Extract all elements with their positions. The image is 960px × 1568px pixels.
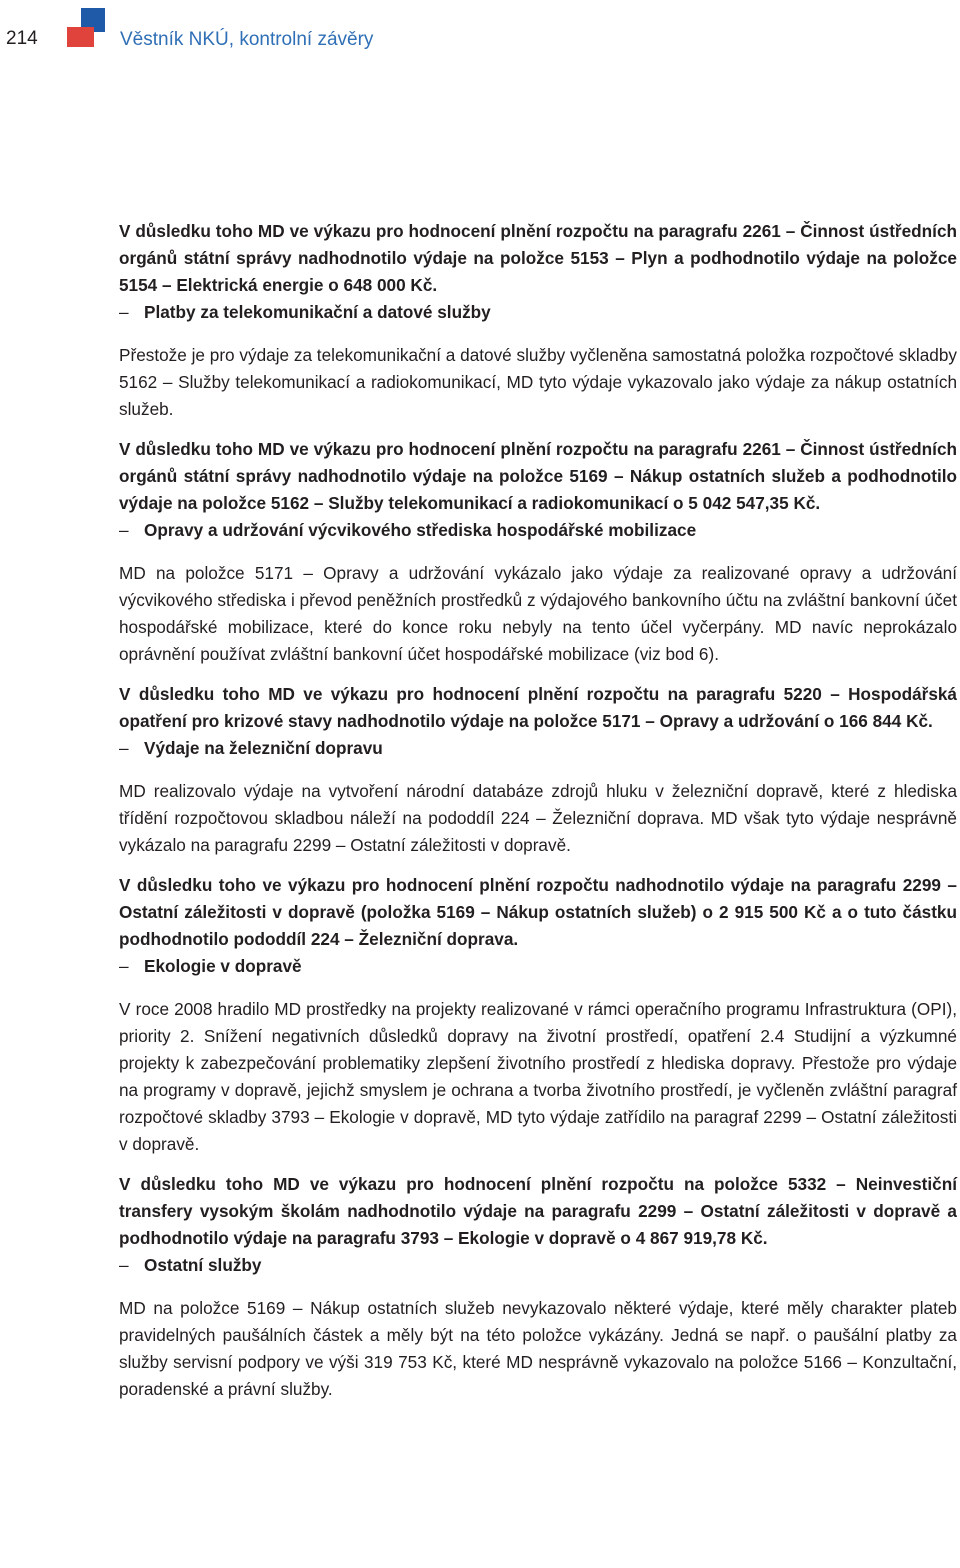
conclusion-paragraph: V důsledku toho MD ve výkazu pro hodnocení plnění rozpočtu na paragrafu 5220 – Hospodářská opatření pro krizové stavy nadhodnotilo výdaje na položce 5171 – Opravy a udržování o 166 844 Kč. [119,684,957,731]
section-heading-label: Výdaje na železniční dopravu [144,738,383,758]
list-dash: – [119,956,129,976]
section-heading [119,953,957,980]
section-heading [119,299,957,326]
journal-logo [67,8,107,46]
section-heading [119,1252,957,1279]
body-paragraph: V roce 2008 hradilo MD prostředky na projekty realizované v rámci operačního programu Infrastruktura (OPI), priority 2. Snížení negativních důsledků dopravy na životní prostředí, opatření 2.4 Studijní a výzkumné projekty k zabezpečování problematiky zlepšení životního prostředí z hlediska dopravy. Přestože pro výdaje na programy v dopravě, jejichž smyslem je ochrana a tvorba životního prostředí, je vyčleněn zvláštní paragraf rozpočtové skladby 3793 – Ekologie v dopravě, MD tyto výdaje zatřídilo na paragraf 2299 – Ostatní záležitosti v dopravě. [119,999,957,1154]
list-dash: – [119,1255,129,1275]
body-paragraph: MD na položce 5171 – Opravy a udržování vykázalo jako výdaje za realizované opravy a udržování výcvikového střediska i převod peněžních prostředků z výdajového bankovního účtu na zvláštní bankovní účet hospodářské mobilizace, které do konce roku nebyly na tento účel vyčerpány. MD navíc neprokázalo oprávnění používat zvláštní bankovní účet hospodářské mobilizace (viz bod 6). [119,563,957,664]
list-dash: – [119,520,129,540]
section-heading [119,517,957,544]
section-heading-label: Platby za telekomunikační a datové služby [144,302,491,322]
conclusion-paragraph: V důsledku toho MD ve výkazu pro hodnocení plnění rozpočtu na položce 5332 – Neinvestiční transfery vysokým školám nadhodnotilo výdaje na paragrafu 2299 – Ostatní záležitosti v dopravě a podhodnotilo výdaje na paragrafu 3793 – Ekologie v dopravě o 4 867 919,78 Kč. [119,1174,957,1248]
section-heading [119,735,957,762]
section-heading-label: Ostatní služby [144,1255,262,1275]
section-heading-label: Opravy a udržování výcvikového střediska hospodářské mobilizace [144,520,697,540]
body-paragraph: MD na položce 5169 – Nákup ostatních služeb nevykazovalo některé výdaje, které měly charakter plateb pravidelných paušálních částek a měly být na této položce vykázány. Jedná se např. o paušální platby za služby servisní podpory ve výši 319 753 Kč, které MD nesprávně vykazovalo na položce 5166 – Konzultační, poradenské a právní služby. [119,1298,957,1399]
page-number: 214 [6,28,38,49]
journal-title: Věstník NKÚ, kontrolní závěry [120,29,374,50]
document-body [119,218,957,1403]
logo-red-square [67,27,94,47]
body-paragraph: Přestože je pro výdaje za telekomunikační a datové služby vyčleněna samostatná položka rozpočtové skladby 5162 – Služby telekomunikací a radiokomunikací, MD tyto výdaje vykazovalo jako výdaje za nákup ostatních služeb. [119,345,957,419]
conclusion-paragraph: V důsledku toho ve výkazu pro hodnocení plnění rozpočtu nadhodnotilo výdaje na paragrafu 2299 – Ostatní záležitosti v dopravě (položka 5169 – Nákup ostatních služeb) o 2 915 500 Kč a o tuto částku podhodnotilo pododdíl 224 – Železniční doprava. [119,875,957,949]
list-dash: – [119,738,129,758]
list-dash: – [119,302,129,322]
conclusion-paragraph: V důsledku toho MD ve výkazu pro hodnocení plnění rozpočtu na paragrafu 2261 – Činnost ústředních orgánů státní správy nadhodnotilo výdaje na položce 5153 – Plyn a podhodnotilo výdaje na položce 5154 – Elektrická energie o 648 000 Kč. [119,221,957,295]
body-paragraph: MD realizovalo výdaje na vytvoření národní databáze zdrojů hluku v železniční dopravě, které z hlediska třídění rozpočtovou skladbou náleží na pododdíl 224 – Železniční doprava. MD však tyto výdaje nesprávně vykázalo na paragrafu 2299 – Ostatní záležitosti v dopravě. [119,781,957,855]
section-heading-label: Ekologie v dopravě [144,956,302,976]
conclusion-paragraph: V důsledku toho MD ve výkazu pro hodnocení plnění rozpočtu na paragrafu 2261 – Činnost ústředních orgánů státní správy nadhodnotilo výdaje na položce 5169 – Nákup ostatních služeb a podhodnotilo výdaje na položce 5162 – Služby telekomunikací a radiokomunikací o 5 042 547,35 Kč. [119,439,957,513]
